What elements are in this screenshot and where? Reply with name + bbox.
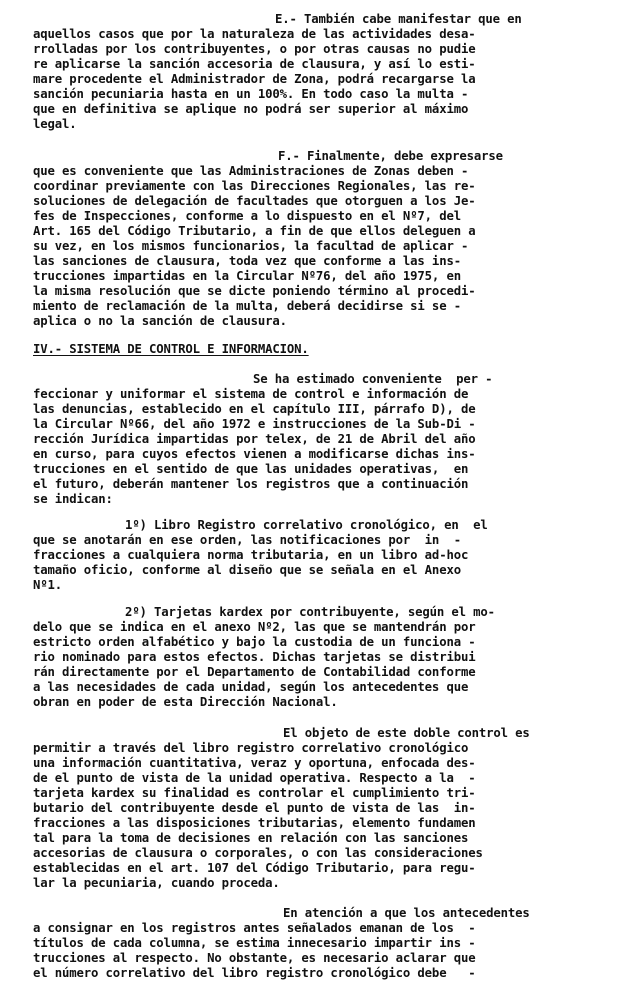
text-line: fracciones a las disposiciones tributarias, elemento fundamen xyxy=(33,816,476,830)
text-line: que se anotarán en ese orden, las notificaciones por in - xyxy=(33,533,461,547)
text-line: las sanciones de clausura, toda vez que conforme a las ins- xyxy=(33,254,461,268)
text-line: lar la pecuniaria, cuando proceda. xyxy=(33,876,280,890)
text-line: F.- Finalmente, debe expresarse xyxy=(278,149,503,163)
text-line: se indican: xyxy=(33,492,113,506)
text-line: re aplicarse la sanción accesoria de clausura, y así lo esti- xyxy=(33,57,476,71)
text-line: de el punto de vista de la unidad operativa. Respecto a la - xyxy=(33,771,476,785)
text-line: tamaño oficio, conforme al diseño que se señala en el Anexo xyxy=(33,563,461,577)
text-line: la misma resolución que se dicte poniendo término al procedi- xyxy=(33,284,476,298)
text-line: a consignar en los registros antes señalados emanan de los - xyxy=(33,921,476,935)
text-line: En atención a que los antecedentes xyxy=(283,906,530,920)
text-line: rección Jurídica impartidas por telex, de 21 de Abril del año xyxy=(33,432,476,446)
text-line: 2º) Tarjetas kardex por contribuyente, según el mo- xyxy=(125,605,495,619)
text-line: El objeto de este doble control es xyxy=(283,726,530,740)
text-line: trucciones impartidas en la Circular Nº76, del año 1975, en xyxy=(33,269,461,283)
text-line: a las necesidades de cada unidad, según los antecedentes que xyxy=(33,680,469,694)
text-line: butario del contribuyente desde el punto de vista de las in- xyxy=(33,801,476,815)
text-line: rrolladas por los contribuyentes, o por otras causas no pudie xyxy=(33,42,476,56)
text-line: una información cuantitativa, veraz y oportuna, enfocada des- xyxy=(33,756,476,770)
text-line: legal. xyxy=(33,117,77,131)
text-line: miento de reclamación de la multa, deberá decidirse si se - xyxy=(33,299,461,313)
text-line: su vez, en los mismos funcionarios, la facultad de aplicar - xyxy=(33,239,469,253)
text-line: 1º) Libro Registro correlativo cronológico, en el xyxy=(125,518,488,532)
text-line: feccionar y uniformar el sistema de control e información de xyxy=(33,387,469,401)
text-line: establecidas en el art. 107 del Código Tributario, para regu- xyxy=(33,861,476,875)
text-line: que es conveniente que las Administraciones de Zonas deben - xyxy=(33,164,469,178)
text-line: trucciones al respecto. No obstante, es necesario aclarar que xyxy=(33,951,476,965)
text-line: permitir a través del libro registro correlativo cronológico xyxy=(33,741,469,755)
text-line: la Circular Nº66, del año 1972 e instrucciones de la Sub-Di - xyxy=(33,417,476,431)
text-line: el futuro, deberán mantener los registros que a continuación xyxy=(33,477,469,491)
text-line: tarjeta kardex su finalidad es controlar el cumplimiento tri- xyxy=(33,786,476,800)
text-line: Nº1. xyxy=(33,578,63,592)
text-line: aquellos casos que por la naturaleza de las actividades desa- xyxy=(33,27,476,41)
text-line: Se ha estimado conveniente per - xyxy=(253,372,493,386)
text-line: obran en poder de esta Dirección Nacional. xyxy=(33,695,338,709)
text-line: estricto orden alfabético y bajo la custodia de un funciona - xyxy=(33,635,476,649)
text-line: soluciones de delegación de facultades que otorguen a los Je- xyxy=(33,194,476,208)
text-line: que en definitiva se aplique no podrá ser superior al máximo xyxy=(33,102,469,116)
text-line: rio nominado para estos efectos. Dichas tarjetas se distribui xyxy=(33,650,476,664)
text-line: E.- También cabe manifestar que en xyxy=(275,12,522,26)
text-line: tal para la toma de decisiones en relación con las sanciones xyxy=(33,831,469,845)
text-line: fes de Inspecciones, conforme a lo dispuesto en el Nº7, del xyxy=(33,209,461,223)
text-line: fracciones a cualquiera norma tributaria, en un libro ad-hoc xyxy=(33,548,469,562)
text-line: mare procedente el Administrador de Zona, podrá recargarse la xyxy=(33,72,476,86)
text-line: delo que se indica en el anexo Nº2, las que se mantendrán por xyxy=(33,620,476,634)
text-line: rán directamente por el Departamento de Contabilidad conforme xyxy=(33,665,476,679)
text-line: títulos de cada columna, se estima innecesario impartir ins - xyxy=(33,936,476,950)
text-line: trucciones en el sentido de que las unidades operativas, en xyxy=(33,462,469,476)
text-line: accesorias de clausura o corporales, o con las consideraciones xyxy=(33,846,483,860)
text-line: coordinar previamente con las Direcciones Regionales, las re- xyxy=(33,179,476,193)
text-line: las denuncias, establecido en el capítulo III, párrafo D), de xyxy=(33,402,476,416)
text-line: aplica o no la sanción de clausura. xyxy=(33,314,287,328)
section-title: IV.- SISTEMA DE CONTROL E INFORMACION. xyxy=(33,342,309,356)
text-line: el número correlativo del libro registro cronológico debe - xyxy=(33,966,476,980)
text-line: Art. 165 del Código Tributario, a fin de que ellos deleguen a xyxy=(33,224,476,238)
text-line: en curso, para cuyos efectos vienen a modificarse dichas ins- xyxy=(33,447,476,461)
text-line: sanción pecuniaria hasta en un 100%. En todo caso la multa - xyxy=(33,87,469,101)
